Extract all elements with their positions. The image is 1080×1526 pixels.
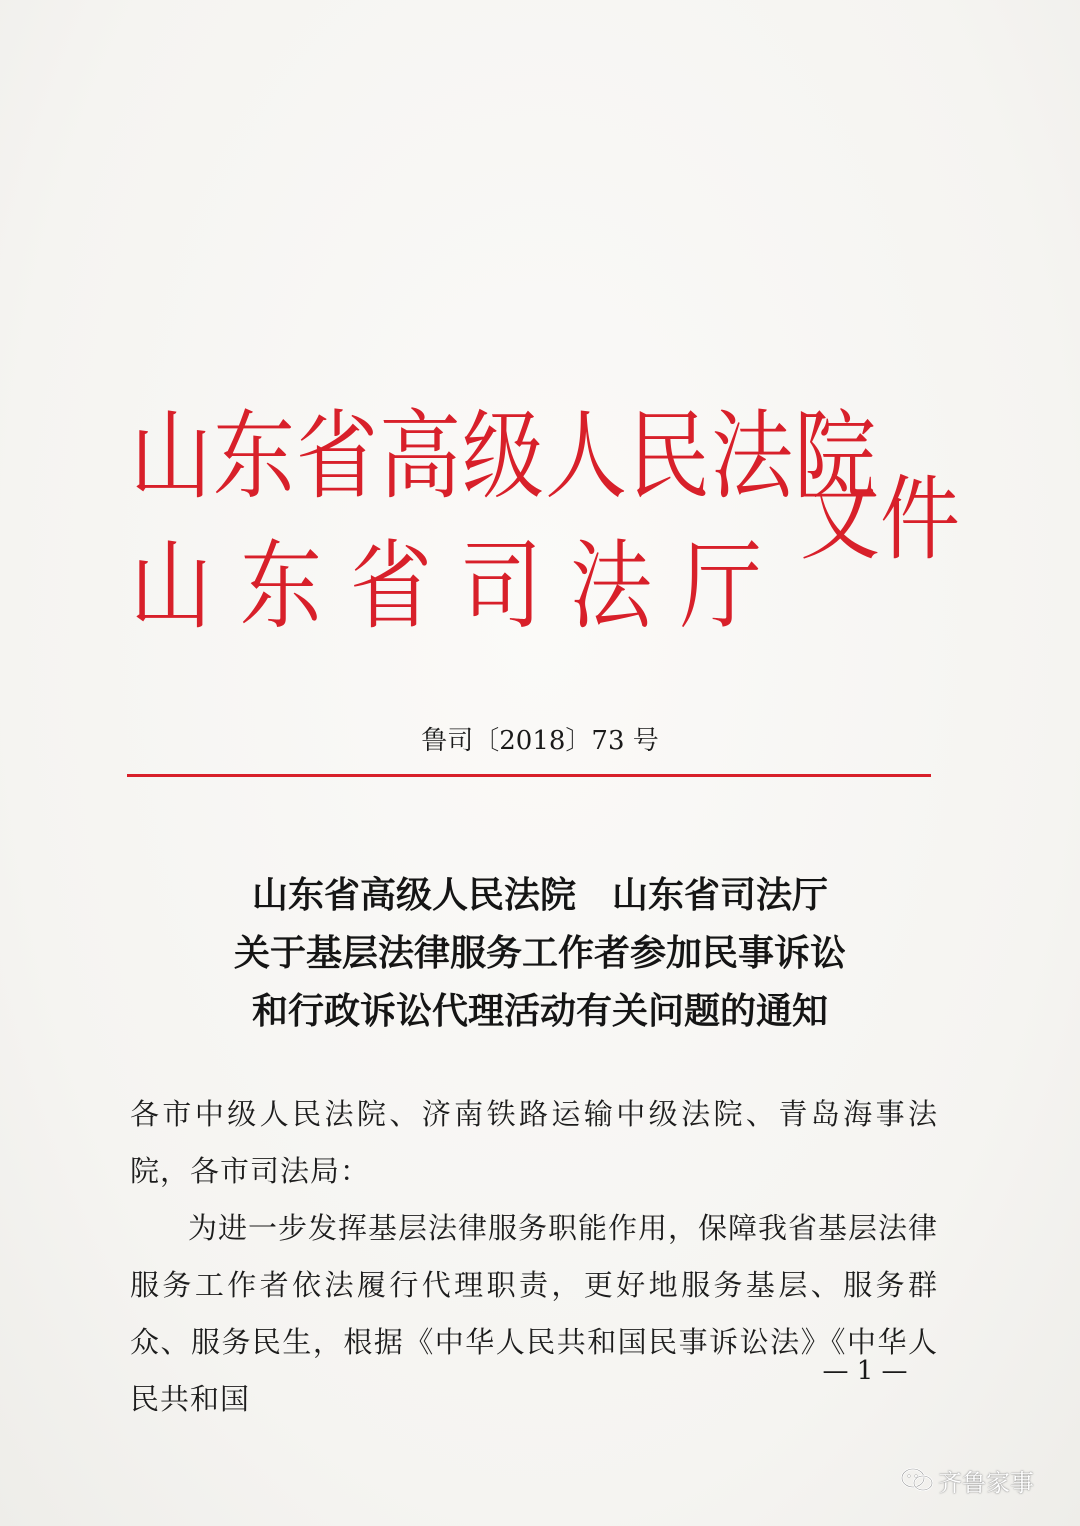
title-line-3: 和行政诉讼代理活动有关问题的通知 xyxy=(251,990,828,1032)
wechat-icon xyxy=(900,1467,934,1493)
document-number: 鲁司〔2018〕73 号 xyxy=(421,726,659,756)
watermark-text: 齐鲁家事 xyxy=(938,1468,1034,1497)
watermark xyxy=(900,1460,1034,1500)
issuer-line-justice-dept: 山东省司法厅 xyxy=(130,531,791,644)
document-title xyxy=(0,866,1080,1040)
title-issuer-court: 山东省高级人民法院 xyxy=(251,874,576,916)
title-line-2: 关于基层法律服务工作者参加民事诉讼 xyxy=(233,932,846,974)
header-divider-line xyxy=(127,774,931,777)
page-number: — 1 — xyxy=(822,1356,908,1386)
title-issuer-justice: 山东省司法厅 xyxy=(612,874,829,916)
issuer-line-court: 山东省高级人民法院 xyxy=(130,401,878,514)
body-paragraph-1: 为进一步发挥基层法律服务职能作用，保障我省基层法律服务工作者依法履行代理职责，更好地服务基层、服务群众、服务民生，根据《中华人民共和国民事诉讼法》《中华人民共和国 xyxy=(130,1211,939,1416)
addressee-paragraph: 各市中级人民法院、济南铁路运输中级法院、青岛海事法院，各市司法局： xyxy=(130,1097,938,1188)
title-line-1 xyxy=(0,866,1080,924)
document-type-label: 文件 xyxy=(800,465,960,573)
